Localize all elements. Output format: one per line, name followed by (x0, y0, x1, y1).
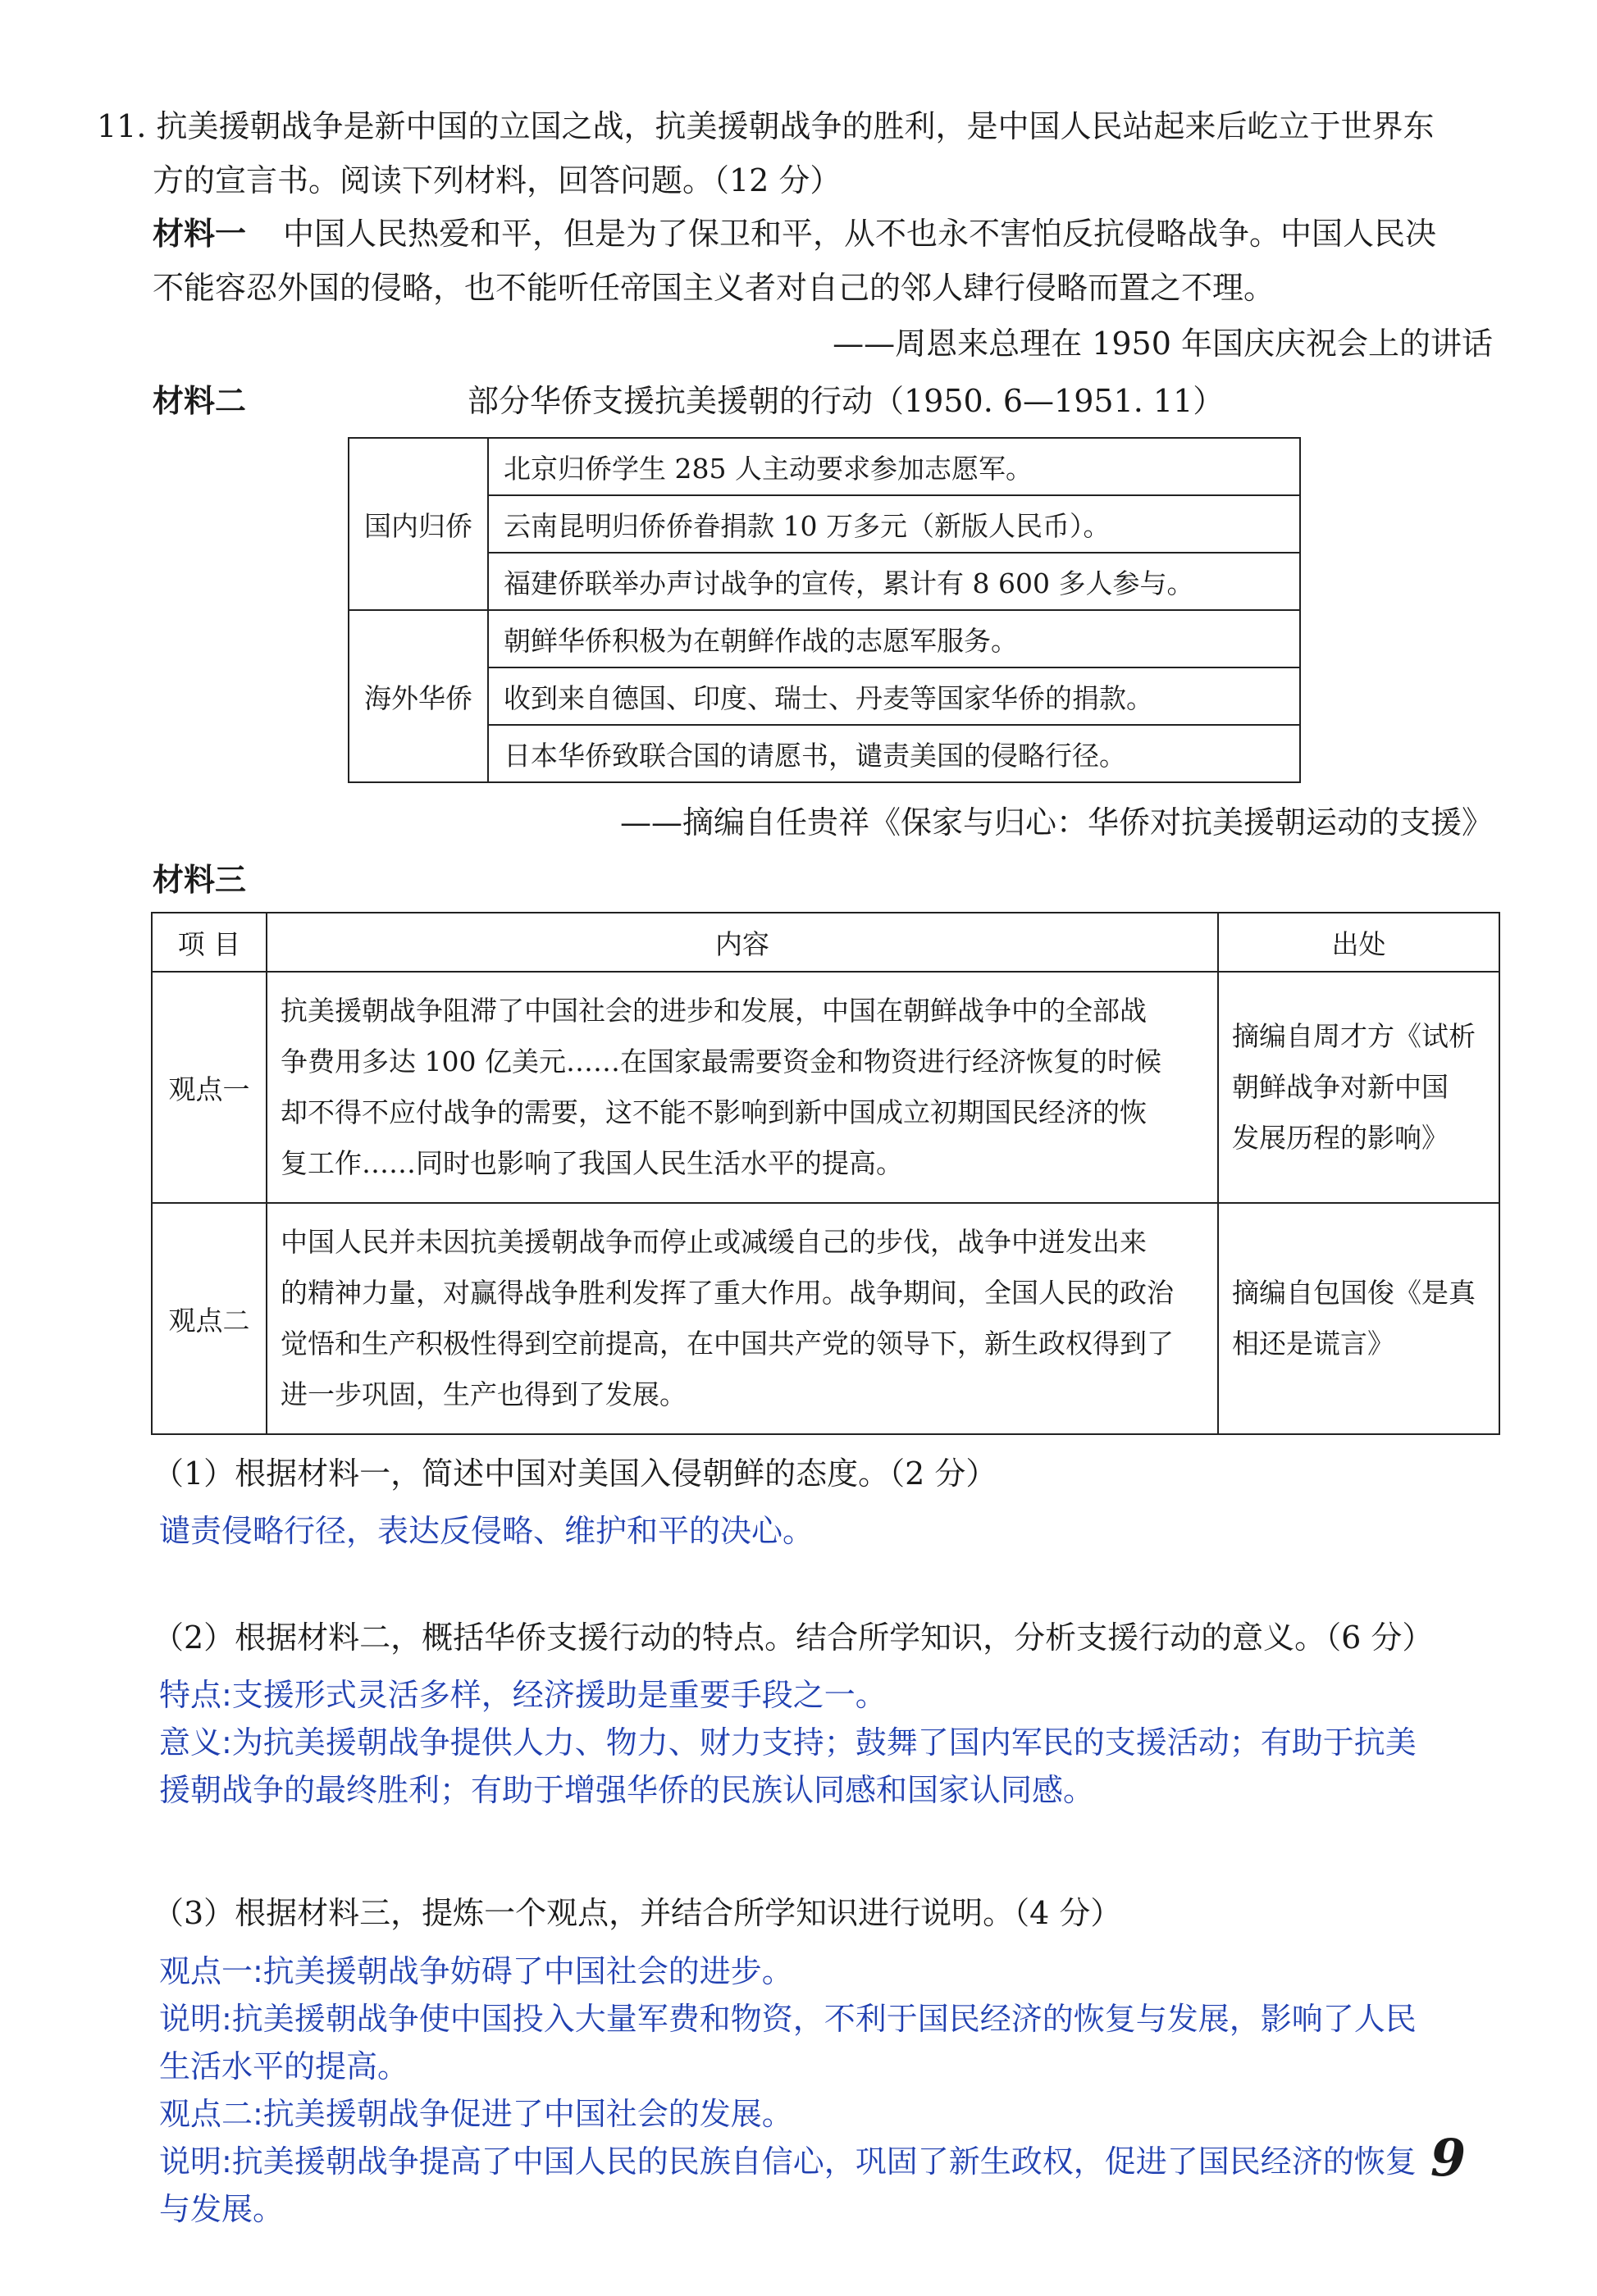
viewpoint-source (1218, 972, 1499, 1203)
column-header: 项 目 (152, 913, 267, 972)
viewpoint-source (1218, 1203, 1499, 1434)
material3-label: 材料三 (153, 862, 247, 898)
q2-answer-line3: 援朝战争的最终胜利；有助于增强华侨的民族认同感和国家认同感。 (159, 1772, 1095, 1808)
table-cell: 日本华侨致联合国的请愿书，谴责美国的侵略行径。 (488, 725, 1300, 782)
table-cell: 朝鲜华侨积极为在朝鲜作战的志愿军服务。 (488, 610, 1300, 667)
source-line: 发展历程的影响》 (1232, 1122, 1449, 1154)
table-row (349, 553, 1300, 610)
question-stem-line2: 方的宣言书。阅读下列材料，回答问题。（12 分） (153, 162, 842, 198)
q3-prompt: （3）根据材料三，提炼一个观点，并结合所学知识进行说明。（4 分） (153, 1895, 1122, 1931)
q3-answer-line6: 与发展。 (159, 2191, 285, 2227)
viewpoint-content (267, 1203, 1218, 1434)
q1-answer: 谴责侵略行径，表达反侵略、维护和平的决心。 (159, 1513, 814, 1549)
table-cell: 福建侨联举办声讨战争的宣传，累计有 8 600 多人参与。 (488, 553, 1300, 610)
material1-source: ——周恩来总理在 1950 年国庆庆祝会上的讲话 (833, 326, 1493, 362)
viewpoint-label: 观点一 (152, 972, 267, 1203)
column-header: 内容 (267, 913, 1218, 972)
q3-answer-line5: 说明:抗美援朝战争提高了中国人民的民族自信心，巩固了新生政权，促进了国民经济的恢复 (159, 2143, 1417, 2180)
table-row (349, 495, 1300, 553)
table-row (152, 972, 1499, 1203)
table-row (349, 438, 1300, 495)
q2-answer-line1: 特点:支援形式灵活多样，经济援助是重要手段之一。 (159, 1677, 887, 1713)
material3-table (151, 912, 1500, 1435)
material1-text-line1: 中国人民热爱和平，但是为了保卫和平，从不也永不害怕反抗侵略战争。中国人民决 (283, 216, 1437, 252)
material2-table (348, 437, 1301, 783)
content-line: 争费用多达 100 亿美元……在国家最需要资金和物资进行经济恢复的时候 (281, 1046, 1161, 1077)
material1-text-line2: 不能容忍外国的侵略，也不能听任帝国主义者对自己的邻人肆行侵略而置之不理。 (153, 270, 1275, 306)
q3-answer-line2: 说明:抗美援朝战争使中国投入大量军费和物资，不利于国民经济的恢复与发展，影响了人民 (159, 2001, 1417, 2037)
source-line: 相还是谎言》 (1232, 1328, 1394, 1360)
table-cell: 云南昆明归侨侨眷捐款 10 万多元（新版人民币）。 (488, 495, 1300, 553)
table-row (349, 610, 1300, 667)
material2-source: ——摘编自任贵祥《保家与归心：华侨对抗美援朝运动的支援》 (619, 804, 1493, 840)
q3-answer-line3: 生活水平的提高。 (159, 2048, 409, 2084)
question-stem-line1: 11. 抗美援朝战争是新中国的立国之战，抗美援朝战争的胜利，是中国人民站起来后屹立于世界东 (97, 108, 1435, 144)
table-cell: 收到来自德国、印度、瑞士、丹麦等国家华侨的捐款。 (488, 667, 1300, 725)
content-line: 复工作……同时也影响了我国人民生活水平的提高。 (281, 1147, 903, 1179)
source-line: 摘编自包国俊《是真 (1232, 1277, 1476, 1309)
table-row (152, 1203, 1499, 1434)
content-line: 却不得不应付战争的需要，这不能不影响到新中国成立初期国民经济的恢 (281, 1096, 1147, 1128)
group-label: 国内归侨 (349, 438, 488, 610)
content-line: 进一步巩固，生产也得到了发展。 (281, 1378, 687, 1410)
content-line: 的精神力量，对赢得战争胜利发挥了重大作用。战争期间，全国人民的政治 (281, 1277, 1174, 1309)
source-line: 朝鲜战争对新中国 (1232, 1071, 1449, 1103)
group-label: 海外华侨 (349, 610, 488, 782)
viewpoint-label: 观点二 (152, 1203, 267, 1434)
column-header: 出处 (1218, 913, 1499, 972)
table-header-row (152, 913, 1499, 972)
page-number: 9 (1430, 2128, 1466, 2188)
material2-title: 部分华侨支援抗美援朝的行动（1950. 6—1951. 11） (468, 383, 1225, 419)
source-line: 摘编自周才方《试析 (1232, 1020, 1476, 1052)
q1-prompt: （1）根据材料一，简述中国对美国入侵朝鲜的态度。（2 分） (153, 1456, 997, 1492)
table-cell: 北京归侨学生 285 人主动要求参加志愿军。 (488, 438, 1300, 495)
table-row (349, 725, 1300, 782)
q2-prompt: （2）根据材料二，概括华侨支援行动的特点。结合所学知识，分析支援行动的意义。（6 分） (153, 1620, 1434, 1656)
table-row (349, 667, 1300, 725)
material2-label: 材料二 (153, 383, 247, 419)
material1-label: 材料一 (153, 216, 247, 252)
q3-answer-line1: 观点一:抗美援朝战争妨碍了中国社会的进步。 (159, 1953, 793, 1989)
content-line: 觉悟和生产积极性得到空前提高，在中国共产党的领导下，新生政权得到了 (281, 1328, 1174, 1360)
q2-answer-line2: 意义:为抗美援朝战争提供人力、物力、财力支持；鼓舞了国内军民的支援活动；有助于抗美 (159, 1724, 1417, 1761)
content-line: 抗美援朝战争阻滞了中国社会的进步和发展，中国在朝鲜战争中的全部战 (281, 995, 1147, 1027)
viewpoint-content (267, 972, 1218, 1203)
q3-answer-line4: 观点二:抗美援朝战争促进了中国社会的发展。 (159, 2096, 793, 2132)
content-line: 中国人民并未因抗美援朝战争而停止或减缓自己的步伐，战争中迸发出来 (281, 1226, 1147, 1258)
